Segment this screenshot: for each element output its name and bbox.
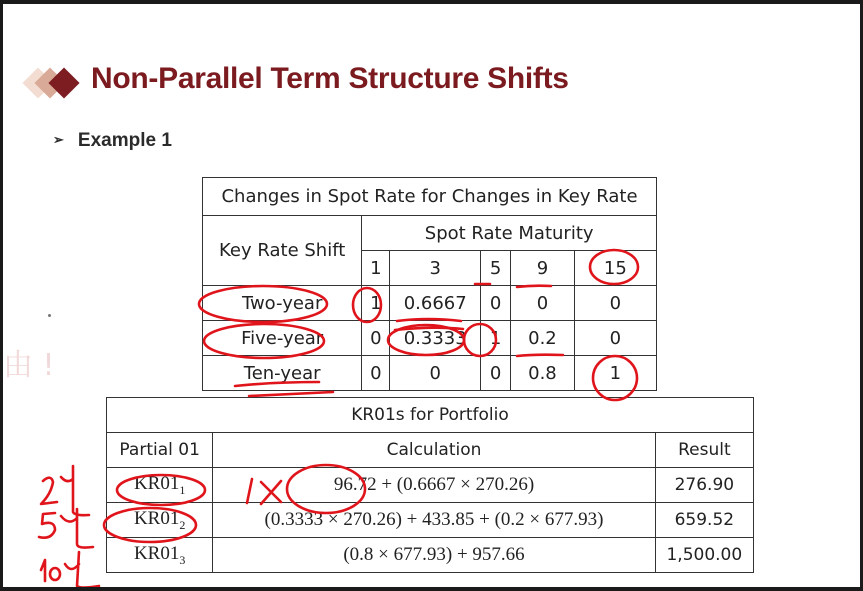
row-label: Five-year — [203, 321, 362, 356]
table-cell: 0 — [362, 321, 390, 356]
watermark-text: 由 ! — [3, 348, 55, 383]
result: 1,500.00 — [655, 538, 753, 573]
calculation: (0.8 × 677.93) + 957.66 — [213, 538, 655, 573]
table-row — [203, 286, 657, 321]
ink-label-2y — [41, 478, 57, 504]
table-cell: 1 — [481, 321, 511, 356]
table-cell: 0 — [574, 321, 656, 356]
maturity-header: 9 — [511, 251, 575, 286]
table-cell: 1 — [574, 356, 656, 391]
arrow-bullet-icon: ➢ — [53, 132, 64, 147]
table-cell: 0.8 — [511, 356, 575, 391]
table-cell: 0.6667 — [390, 286, 481, 321]
ink-label-2y — [61, 466, 89, 515]
maturity-header: 5 — [481, 251, 511, 286]
table-cell: 1 — [362, 286, 390, 321]
bullet-label: Example 1 — [77, 130, 172, 151]
column-header: Calculation — [213, 433, 655, 468]
ink-label-5y — [61, 509, 93, 548]
kr01-portfolio-table — [106, 397, 754, 573]
table-cell: 0 — [481, 356, 511, 391]
ink-underline — [249, 392, 333, 396]
slide — [3, 4, 860, 587]
table-row — [107, 468, 754, 503]
ink-label-10y — [50, 568, 60, 580]
maturity-header: 1 — [362, 251, 390, 286]
spot-rate-table — [202, 177, 657, 391]
ink-label-10y — [65, 552, 99, 587]
ink-label-10y — [41, 560, 45, 581]
table-cell: 0.3333 — [390, 321, 481, 356]
column-header: Result — [655, 433, 753, 468]
row-label: Ten-year — [203, 356, 362, 391]
table-row — [107, 503, 754, 538]
table-row — [203, 356, 657, 391]
result: 659.52 — [655, 503, 753, 538]
row-label: Two-year — [203, 286, 362, 321]
kr-name: $KR01_1$ — [107, 468, 213, 503]
stray-dot — [48, 314, 51, 317]
spot-table-title: Changes in Spot Rate for Changes in Key Rate — [203, 178, 657, 216]
table-cell: 0 — [481, 286, 511, 321]
calculation: 96.72 + (0.6667 × 270.26) — [213, 468, 655, 503]
result: 276.90 — [655, 468, 753, 503]
kr-table-title: KR01s for Portfolio — [107, 398, 754, 433]
calculation: (0.3333 × 270.26) + 433.85 + (0.2 × 677.93) — [213, 503, 655, 538]
table-cell: 0 — [390, 356, 481, 391]
table-cell: 0.2 — [511, 321, 575, 356]
bullet-example — [53, 130, 172, 152]
table-cell: 0 — [362, 356, 390, 391]
table-cell: 0 — [574, 286, 656, 321]
key-rate-shift-header: Key Rate Shift — [203, 216, 362, 286]
kr-name: $KR01_2$ — [107, 503, 213, 538]
table-cell: 0 — [511, 286, 575, 321]
spot-rate-maturity-header: Spot Rate Maturity — [362, 216, 657, 251]
ink-label-5y — [39, 513, 55, 538]
table-row — [203, 321, 657, 356]
slide-title: Non-Parallel Term Structure Shifts — [91, 62, 569, 95]
column-header: Partial 01 — [107, 433, 213, 468]
maturity-header: 15 — [574, 251, 656, 286]
table-row — [107, 538, 754, 573]
kr-name: $KR01_3$ — [107, 538, 213, 573]
maturity-header: 3 — [390, 251, 481, 286]
